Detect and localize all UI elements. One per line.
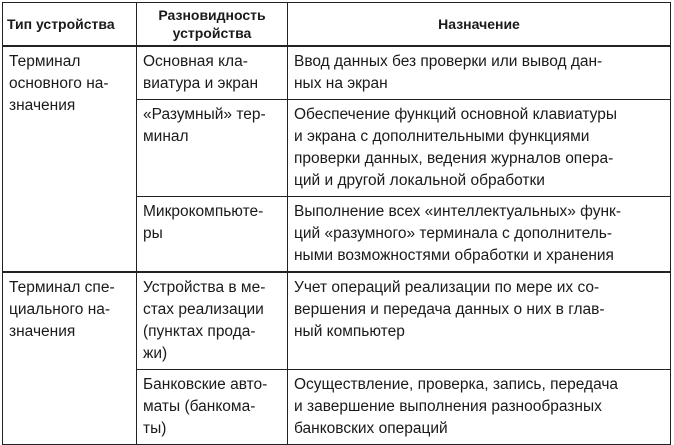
device-variety-cell: Микрокомпьюте- ры	[137, 197, 288, 273]
table-body	[3, 46, 671, 445]
purpose-cell: Обеспечение функций основной клавиатуры и экрана с дополнительными функциями проверки данных, ведения журналов опера- ций и другой локальной обработки	[288, 100, 671, 197]
header-row	[3, 3, 671, 47]
purpose-cell: Выполнение всех «интеллектуальных» функ- ций «разумного» терминала с дополнитель- ными возможностями обработки и хранения	[288, 197, 671, 273]
device-type-cell: Терминал основного на- значения	[3, 46, 137, 272]
table-row	[3, 46, 671, 100]
device-variety-cell: Устройства в ме- стах реализации (пунктах прода- жи)	[137, 272, 288, 370]
purpose-cell: Ввод данных без проверки или вывод дан- ных на экран	[288, 46, 671, 100]
purpose-cell: Учет операций реализации по мере их со- вершения и передача данных о них в глав- ный компьютер	[288, 272, 671, 370]
header-purpose: Назначение	[288, 3, 671, 47]
device-types-table	[2, 2, 671, 445]
table-header	[3, 3, 671, 47]
device-variety-cell: Основная кла- виатура и экран	[137, 46, 288, 100]
device-variety-cell: «Разумный» тер- минал	[137, 100, 288, 197]
header-device-variety: Разновидность устройства	[137, 3, 288, 47]
device-variety-cell: Банковские авто- маты (банкома- ты)	[137, 370, 288, 445]
header-device-type: Тип устройства	[3, 3, 137, 47]
table-row	[3, 272, 671, 370]
purpose-cell: Осуществление, проверка, запись, передача и завершение выполнения разнообразных банковских операций	[288, 370, 671, 445]
device-type-cell: Терминал спе- циального на- значения	[3, 272, 137, 445]
